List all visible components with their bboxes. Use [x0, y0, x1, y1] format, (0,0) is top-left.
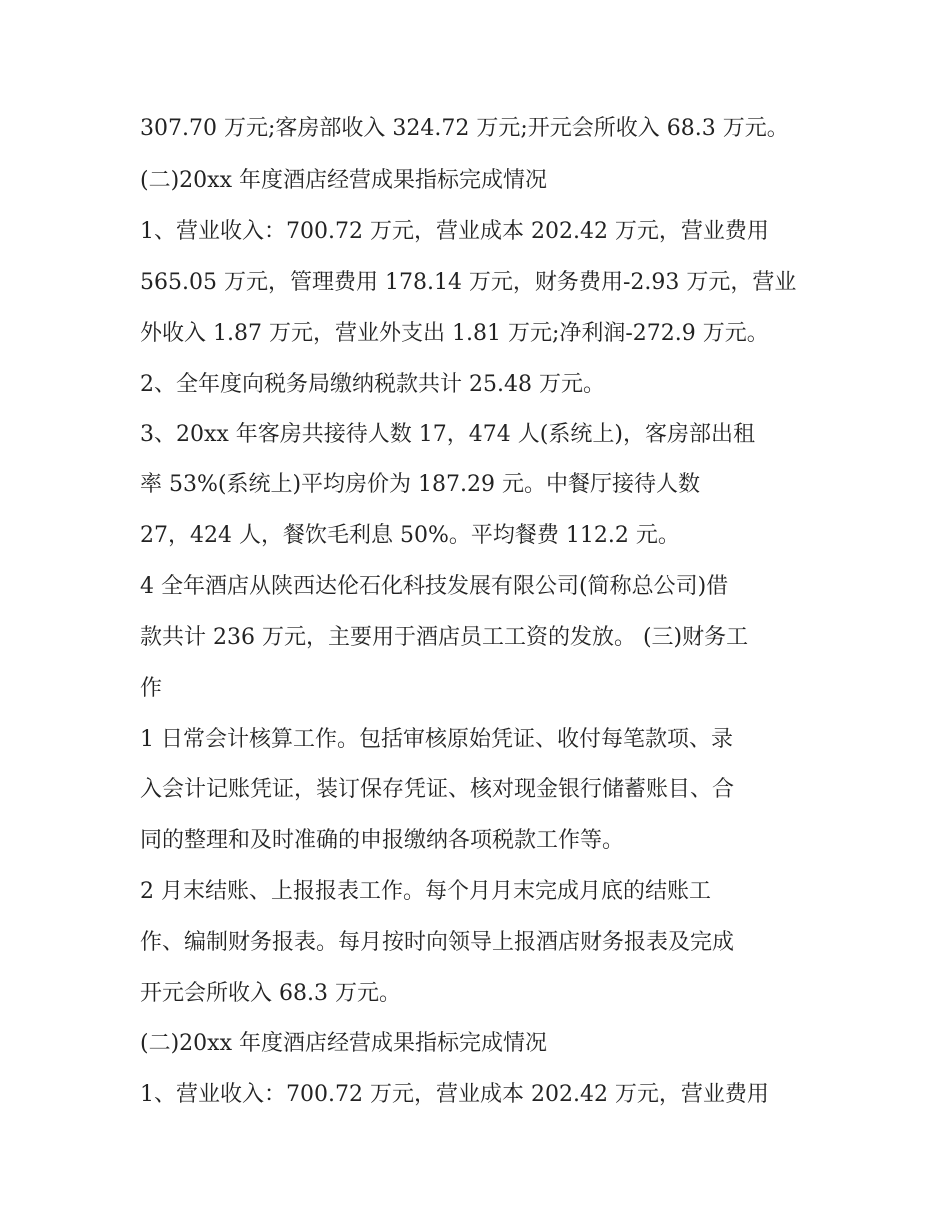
text-line-16: 2 月末结账、上报报表工作。每个月月末完成月底的结账工: [140, 879, 711, 904]
text-line-13: 1 日常会计核算工作。包括审核原始凭证、收付每笔款项、录: [140, 727, 733, 752]
text-line-9: 27，424 人，餐饮毛利息 50%。平均餐费 112.2 元。: [140, 523, 680, 548]
text-line-10: 4 全年酒店从陕西达伦石化科技发展有限公司(简称总公司)借: [140, 574, 729, 599]
text-line-17: 作、编制财务报表。每月按时向领导上报酒店财务报表及完成: [140, 930, 735, 955]
text-line-18: 开元会所收入 68.3 万元。: [140, 981, 401, 1006]
text-line-15: 同的整理和及时准确的申报缴纳各项税款工作等。: [140, 828, 625, 853]
section-heading-operating-results-repeat: (二)20xx 年度酒店经营成果指标完成情况: [140, 1031, 547, 1056]
text-line-8: 率 53%(系统上)平均房价为 187.29 元。中餐厅接待人数: [140, 472, 701, 497]
text-line-5: 外收入 1.87 万元，营业外支出 1.81 万元;净利润-272.9 万元。: [140, 321, 769, 346]
text-line-7: 3、20xx 年客房共接待人数 17，474 人(系统上)，客房部出租: [140, 422, 755, 447]
text-line-1: 307.70 万元;客房部收入 324.72 万元;开元会所收入 68.3 万元。: [140, 116, 789, 141]
text-line-4: 565.05 万元，管理费用 178.14 万元，财务费用-2.93 万元，营业: [140, 270, 797, 295]
text-line-20: 1、营业收入：700.72 万元，营业成本 202.42 万元，营业费用: [140, 1082, 769, 1107]
text-line-11: 款共计 236 万元，主要用于酒店员工工资的发放。 (三)财务工: [140, 625, 749, 650]
text-line-14: 入会计记账凭证，装订保存凭证、核对现金银行储蓄账目、合: [140, 777, 735, 802]
text-line-12: 作: [140, 676, 163, 701]
text-line-3: 1、营业收入：700.72 万元，营业成本 202.42 万元，营业费用: [140, 219, 769, 244]
section-heading-operating-results: (二)20xx 年度酒店经营成果指标完成情况: [140, 168, 547, 193]
text-line-6: 2、全年度向税务局缴纳税款共计 25.48 万元。: [140, 372, 605, 397]
